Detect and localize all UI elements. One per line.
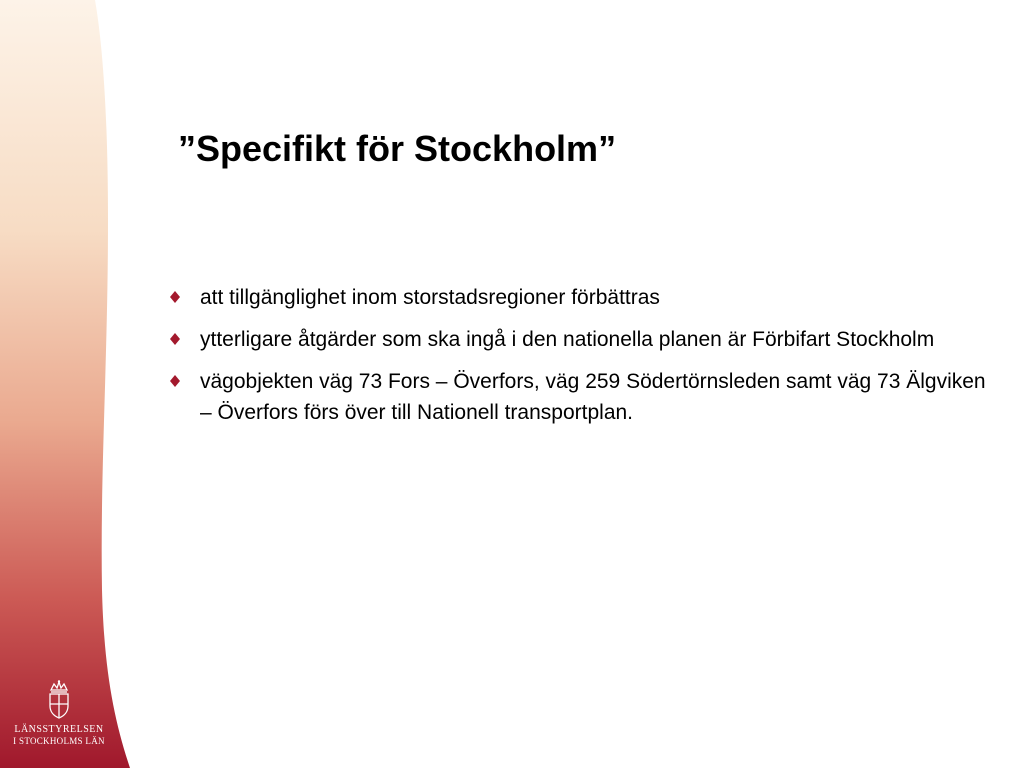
logo-text-line1: LÄNSSTYRELSEN: [14, 724, 104, 735]
diamond-bullet-icon: [170, 324, 184, 355]
bullet-text: vägobjekten väg 73 Fors – Överfors, väg 259 Södertörnsleden samt väg 73 Älgviken – Överfors förs över till Nationell transportplan.: [200, 370, 986, 424]
diamond-bullet-icon: [170, 366, 184, 397]
bullet-text: att tillgänglighet inom storstadsregioner förbättras: [200, 286, 660, 309]
bullet-text: ytterligare åtgärder som ska ingå i den nationella planen är Förbifart Stockholm: [200, 328, 935, 351]
diamond-bullet-icon: [170, 282, 184, 313]
bullet-list: [168, 282, 988, 439]
slide-title: ”Specifikt för Stockholm”: [178, 128, 617, 169]
bullet-item: [168, 366, 988, 428]
logo-text-line2: I STOCKHOLMS LÄN: [13, 736, 105, 746]
crown-coat-of-arms-icon: [46, 680, 72, 720]
lansstyrelsen-logo: [0, 680, 118, 746]
bullet-item: [168, 324, 988, 355]
bullet-item: [168, 282, 988, 313]
decorative-side-band: [0, 0, 140, 768]
